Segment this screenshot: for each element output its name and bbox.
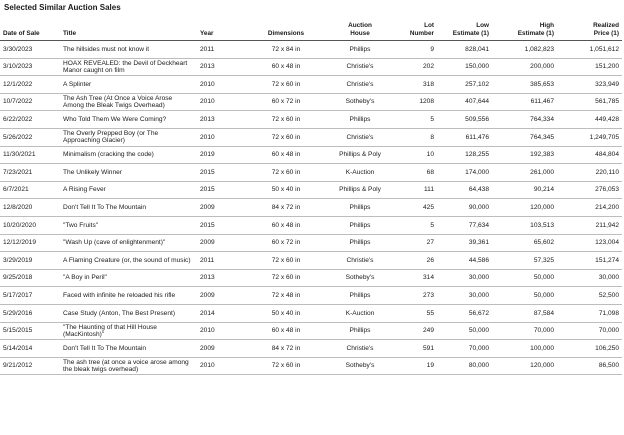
- cell-date: 3/10/2023: [0, 58, 60, 76]
- cell-realized-price: 86,500: [557, 357, 622, 375]
- cell-auction-house: Christie's: [331, 340, 389, 358]
- cell-date: 9/25/2018: [0, 269, 60, 287]
- cell-dimensions: 60 x 48 in: [241, 58, 331, 76]
- cell-dimensions: 72 x 60 in: [241, 128, 331, 146]
- cell-low-estimate: 828,041: [437, 41, 492, 59]
- cell-dimensions: 50 x 40 in: [241, 304, 331, 322]
- table-row: [0, 164, 622, 182]
- table-row: [0, 269, 622, 287]
- cell-auction-house: Phillips: [331, 111, 389, 129]
- cell-auction-house: Sotheby's: [331, 93, 389, 111]
- cell-date: 12/1/2022: [0, 76, 60, 94]
- cell-auction-house: Phillips: [331, 287, 389, 305]
- cell-high-estimate: 65,602: [492, 234, 557, 252]
- cell-year: 2010: [197, 76, 241, 94]
- table-row: [0, 304, 622, 322]
- cell-lot-number: 318: [389, 76, 437, 94]
- cell-lot-number: 27: [389, 234, 437, 252]
- cell-title: HOAX REVEALED: the Devil of Deckheart Manor caught on film: [60, 58, 197, 76]
- cell-high-estimate: 120,000: [492, 199, 557, 217]
- cell-high-estimate: 90,214: [492, 181, 557, 199]
- cell-auction-house: Phillips & Poly: [331, 181, 389, 199]
- header-year-line: Year: [200, 30, 214, 37]
- cell-dimensions: 60 x 48 in: [241, 322, 331, 340]
- cell-date: 3/30/2023: [0, 41, 60, 59]
- cell-date: 12/12/2019: [0, 234, 60, 252]
- cell-realized-price: 106,250: [557, 340, 622, 358]
- cell-high-estimate: 385,653: [492, 76, 557, 94]
- cell-realized-price: 151,274: [557, 252, 622, 270]
- auction-sales-table: [0, 16, 622, 375]
- cell-title: Who Told Them We Were Coming?: [60, 111, 197, 129]
- cell-auction-house: Christie's: [331, 58, 389, 76]
- cell-auction-house: K-Auction: [331, 304, 389, 322]
- cell-low-estimate: 30,000: [437, 269, 492, 287]
- cell-low-estimate: 150,000: [437, 58, 492, 76]
- cell-lot-number: 273: [389, 287, 437, 305]
- cell-lot-number: 10: [389, 146, 437, 164]
- cell-lot-number: 55: [389, 304, 437, 322]
- header-lot-number: [389, 16, 437, 41]
- cell-year: 2010: [197, 357, 241, 375]
- cell-title: A Splinter: [60, 76, 197, 94]
- cell-low-estimate: 407,644: [437, 93, 492, 111]
- cell-high-estimate: 120,000: [492, 357, 557, 375]
- cell-high-estimate: 70,000: [492, 322, 557, 340]
- cell-realized-price: 561,785: [557, 93, 622, 111]
- cell-lot-number: 249: [389, 322, 437, 340]
- cell-year: 2011: [197, 41, 241, 59]
- cell-title: Case Study (Anton, The Best Present): [60, 304, 197, 322]
- cell-year: 2015: [197, 164, 241, 182]
- cell-lot-number: 8: [389, 128, 437, 146]
- cell-date: 5/29/2016: [0, 304, 60, 322]
- cell-lot-number: 68: [389, 164, 437, 182]
- cell-year: 2009: [197, 234, 241, 252]
- cell-lot-number: 111: [389, 181, 437, 199]
- cell-low-estimate: 174,000: [437, 164, 492, 182]
- table-row: [0, 252, 622, 270]
- cell-low-estimate: 611,476: [437, 128, 492, 146]
- cell-auction-house: Christie's: [331, 76, 389, 94]
- cell-low-estimate: 257,102: [437, 76, 492, 94]
- header-realized-price-line-2: Price (1): [593, 30, 619, 37]
- cell-realized-price: 123,004: [557, 234, 622, 252]
- cell-low-estimate: 30,000: [437, 287, 492, 305]
- cell-auction-house: Phillips & Poly: [331, 146, 389, 164]
- cell-title: Don't Tell It To The Mountain: [60, 199, 197, 217]
- cell-realized-price: 214,200: [557, 199, 622, 217]
- cell-dimensions: 60 x 48 in: [241, 146, 331, 164]
- cell-realized-price: 211,942: [557, 216, 622, 234]
- cell-dimensions: 50 x 40 in: [241, 181, 331, 199]
- cell-year: 2009: [197, 287, 241, 305]
- cell-title: "Two Fruits": [60, 216, 197, 234]
- cell-low-estimate: 128,255: [437, 146, 492, 164]
- header-low-estimate-line-2: Estimate (1): [452, 30, 489, 37]
- cell-lot-number: 19: [389, 357, 437, 375]
- cell-title: Faced with infinite he reloaded his rifle: [60, 287, 197, 305]
- cell-lot-number: 425: [389, 199, 437, 217]
- cell-title: "Wash Up (cave of enlightenment)": [60, 234, 197, 252]
- cell-date: 6/22/2022: [0, 111, 60, 129]
- cell-low-estimate: 509,556: [437, 111, 492, 129]
- cell-year: 2010: [197, 128, 241, 146]
- cell-year: 2009: [197, 340, 241, 358]
- cell-high-estimate: 192,383: [492, 146, 557, 164]
- cell-title: Minimalism (cracking the code): [60, 146, 197, 164]
- table-row: [0, 322, 622, 340]
- header-realized-price: [557, 16, 622, 41]
- cell-title: The ash tree (at once a voice arose among the bleak twigs overhead): [60, 357, 197, 375]
- cell-auction-house: Phillips: [331, 199, 389, 217]
- cell-realized-price: 70,000: [557, 322, 622, 340]
- cell-realized-price: 276,053: [557, 181, 622, 199]
- cell-dimensions: 72 x 60 in: [241, 111, 331, 129]
- header-high-estimate-line-2: Estimate (1): [517, 30, 554, 37]
- cell-lot-number: 1208: [389, 93, 437, 111]
- table-row: [0, 41, 622, 59]
- cell-dimensions: 72 x 60 in: [241, 269, 331, 287]
- cell-date: 12/8/2020: [0, 199, 60, 217]
- cell-date: 6/7/2021: [0, 181, 60, 199]
- cell-auction-house: K-Auction: [331, 164, 389, 182]
- cell-low-estimate: 44,586: [437, 252, 492, 270]
- cell-year: 2015: [197, 216, 241, 234]
- cell-dimensions: 72 x 60 in: [241, 357, 331, 375]
- cell-high-estimate: 261,000: [492, 164, 557, 182]
- cell-title: The Ash Tree (At Once a Voice Arose Among the Bleak Twigs Overhead): [60, 93, 197, 111]
- table-row: [0, 216, 622, 234]
- cell-title: "The Haunting of that Hill House (MacKintosh)": [60, 322, 197, 340]
- cell-year: 2013: [197, 111, 241, 129]
- cell-year: 2015: [197, 181, 241, 199]
- cell-auction-house: Phillips: [331, 216, 389, 234]
- cell-year: 2014: [197, 304, 241, 322]
- cell-auction-house: Sotheby's: [331, 269, 389, 287]
- table-body: [0, 41, 622, 375]
- cell-realized-price: 71,098: [557, 304, 622, 322]
- header-low-estimate-line-1: Low: [476, 22, 489, 29]
- header-title-line: Title: [63, 30, 77, 37]
- cell-dimensions: 84 x 72 in: [241, 340, 331, 358]
- cell-realized-price: 484,804: [557, 146, 622, 164]
- cell-title: Don't Tell It To The Mountain: [60, 340, 197, 358]
- cell-auction-house: Sotheby's: [331, 357, 389, 375]
- table-row: [0, 340, 622, 358]
- table-row: [0, 111, 622, 129]
- cell-date: 3/29/2019: [0, 252, 60, 270]
- cell-realized-price: 30,000: [557, 269, 622, 287]
- cell-auction-house: Phillips: [331, 322, 389, 340]
- cell-dimensions: 60 x 72 in: [241, 234, 331, 252]
- header-year: [197, 16, 241, 41]
- cell-lot-number: 5: [389, 111, 437, 129]
- cell-year: 2010: [197, 93, 241, 111]
- cell-high-estimate: 611,467: [492, 93, 557, 111]
- cell-auction-house: Christie's: [331, 128, 389, 146]
- cell-date: 11/30/2021: [0, 146, 60, 164]
- table-row: [0, 357, 622, 375]
- header-dimensions-line: Dimensions: [267, 30, 305, 37]
- table-row: [0, 146, 622, 164]
- header-auction-house: [331, 16, 389, 41]
- cell-low-estimate: 80,000: [437, 357, 492, 375]
- cell-realized-price: 449,428: [557, 111, 622, 129]
- cell-title: The Overly Prepped Boy (or The Approaching Glacier): [60, 128, 197, 146]
- cell-auction-house: Christie's: [331, 252, 389, 270]
- cell-dimensions: 72 x 84 in: [241, 41, 331, 59]
- cell-realized-price: 323,949: [557, 76, 622, 94]
- header-low-estimate: [437, 16, 492, 41]
- cell-low-estimate: 77,634: [437, 216, 492, 234]
- header-lot-number-line-1: Lot: [424, 22, 434, 29]
- cell-high-estimate: 87,584: [492, 304, 557, 322]
- cell-low-estimate: 90,000: [437, 199, 492, 217]
- cell-lot-number: 9: [389, 41, 437, 59]
- table-row: [0, 93, 622, 111]
- cell-realized-price: 1,051,612: [557, 41, 622, 59]
- cell-low-estimate: 64,438: [437, 181, 492, 199]
- table-row: [0, 181, 622, 199]
- cell-year: 2013: [197, 269, 241, 287]
- cell-realized-price: 52,500: [557, 287, 622, 305]
- cell-high-estimate: 50,000: [492, 287, 557, 305]
- header-row: [0, 16, 622, 41]
- header-high-estimate-line-1: High: [539, 22, 554, 29]
- cell-low-estimate: 39,361: [437, 234, 492, 252]
- cell-high-estimate: 764,345: [492, 128, 557, 146]
- cell-date: 10/7/2022: [0, 93, 60, 111]
- cell-title: A Flaming Creature (or, the sound of music): [60, 252, 197, 270]
- cell-high-estimate: 57,325: [492, 252, 557, 270]
- cell-date: 5/17/2017: [0, 287, 60, 305]
- cell-dimensions: 72 x 60 in: [241, 252, 331, 270]
- cell-high-estimate: 100,000: [492, 340, 557, 358]
- cell-dimensions: 84 x 72 in: [241, 199, 331, 217]
- cell-high-estimate: 50,000: [492, 269, 557, 287]
- cell-dimensions: 60 x 72 in: [241, 93, 331, 111]
- header-date: [0, 16, 60, 41]
- table-row: [0, 234, 622, 252]
- table-row: [0, 199, 622, 217]
- cell-dimensions: 60 x 48 in: [241, 216, 331, 234]
- cell-low-estimate: 70,000: [437, 340, 492, 358]
- cell-year: 2013: [197, 58, 241, 76]
- cell-date: 5/15/2015: [0, 322, 60, 340]
- header-title: [60, 16, 197, 41]
- cell-dimensions: 72 x 60 in: [241, 76, 331, 94]
- table-header: [0, 16, 622, 41]
- header-realized-price-line-1: Realized: [593, 22, 619, 29]
- table-row: [0, 287, 622, 305]
- header-date-line: Date of Sale: [3, 30, 40, 37]
- cell-low-estimate: 50,000: [437, 322, 492, 340]
- cell-date: 7/23/2021: [0, 164, 60, 182]
- cell-year: 2011: [197, 252, 241, 270]
- cell-auction-house: Phillips: [331, 41, 389, 59]
- cell-year: 2010: [197, 322, 241, 340]
- cell-lot-number: 5: [389, 216, 437, 234]
- cell-year: 2009: [197, 199, 241, 217]
- cell-lot-number: 202: [389, 58, 437, 76]
- cell-title: The hillsides must not know it: [60, 41, 197, 59]
- cell-low-estimate: 56,672: [437, 304, 492, 322]
- cell-realized-price: 151,200: [557, 58, 622, 76]
- cell-dimensions: 72 x 60 in: [241, 164, 331, 182]
- cell-lot-number: 314: [389, 269, 437, 287]
- header-auction-house-line-2: House: [350, 30, 370, 37]
- header-dimensions: [241, 16, 331, 41]
- cell-high-estimate: 103,513: [492, 216, 557, 234]
- table-row: [0, 58, 622, 76]
- cell-title: The Unlikely Winner: [60, 164, 197, 182]
- cell-realized-price: 220,110: [557, 164, 622, 182]
- section-title: Selected Similar Auction Sales: [4, 3, 121, 12]
- cell-title: "A Boy in Peril": [60, 269, 197, 287]
- table-row: [0, 76, 622, 94]
- cell-lot-number: 26: [389, 252, 437, 270]
- table-row: [0, 128, 622, 146]
- header-lot-number-line-2: Number: [409, 30, 434, 37]
- cell-high-estimate: 764,334: [492, 111, 557, 129]
- cell-date: 9/21/2012: [0, 357, 60, 375]
- cell-auction-house: Phillips: [331, 234, 389, 252]
- cell-dimensions: 72 x 48 in: [241, 287, 331, 305]
- cell-date: 5/26/2022: [0, 128, 60, 146]
- cell-high-estimate: 1,082,823: [492, 41, 557, 59]
- cell-date: 5/14/2014: [0, 340, 60, 358]
- cell-date: 10/20/2020: [0, 216, 60, 234]
- cell-lot-number: 591: [389, 340, 437, 358]
- cell-high-estimate: 200,000: [492, 58, 557, 76]
- cell-year: 2019: [197, 146, 241, 164]
- cell-title: A Rising Fever: [60, 181, 197, 199]
- header-auction-house-line-1: Auction: [348, 22, 372, 29]
- cell-realized-price: 1,249,705: [557, 128, 622, 146]
- header-high-estimate: [492, 16, 557, 41]
